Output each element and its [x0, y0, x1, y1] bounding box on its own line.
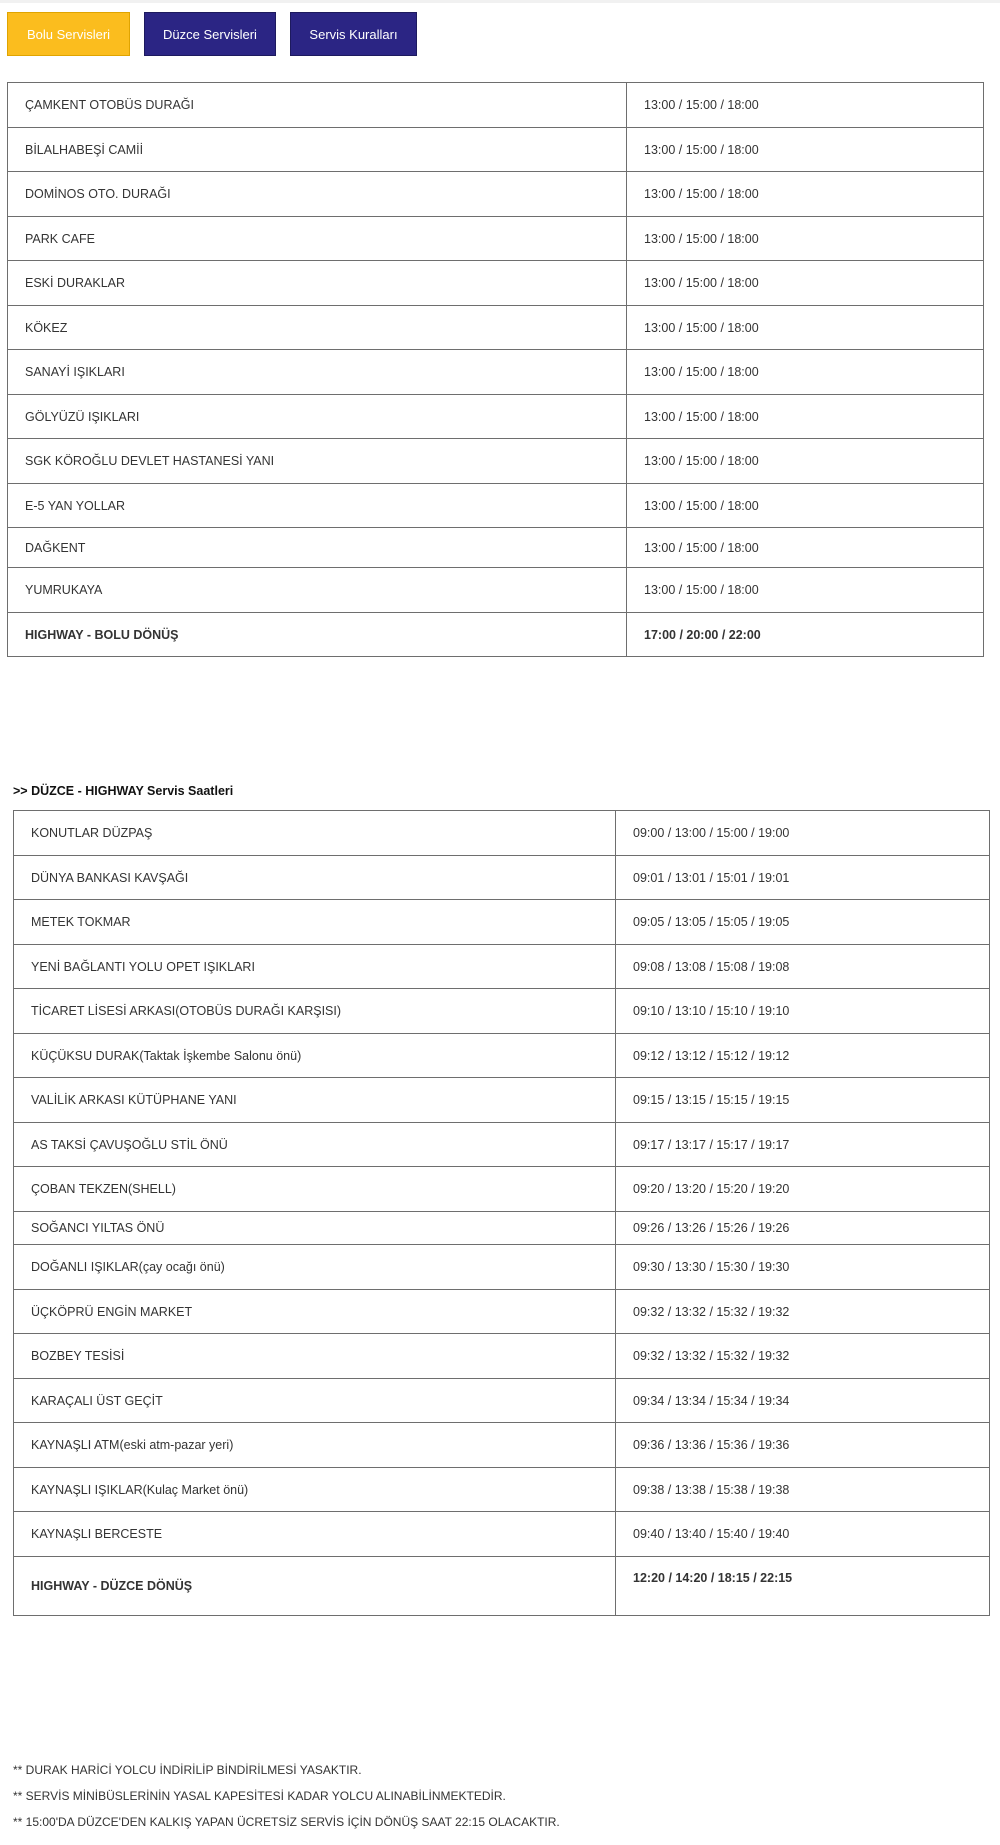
departure-times-cell: 09:10 / 13:10 / 15:10 / 19:10 [616, 989, 990, 1034]
departure-times-cell: 13:00 / 15:00 / 18:00 [627, 484, 984, 528]
tab-duzce-servisleri[interactable]: Düzce Servisleri [144, 12, 276, 56]
bolu-schedule-table [7, 82, 984, 657]
stop-name-cell: GÖLYÜZÜ IŞIKLARI [8, 395, 627, 439]
stop-name-cell: KONUTLAR DÜZPAŞ [14, 811, 616, 856]
table-row [8, 306, 984, 350]
departure-times-cell: 09:26 / 13:26 / 15:26 / 19:26 [616, 1212, 990, 1245]
departure-times-cell: 09:32 / 13:32 / 15:32 / 19:32 [616, 1334, 990, 1379]
note-item: ** 15:00'DA DÜZCE'DEN KALKIŞ YAPAN ÜCRETSİZ SERVİS İÇİN DÖNÜŞ SAAT 22:15 OLACAKTIR. [13, 1815, 560, 1829]
departure-times-cell: 09:17 / 13:17 / 15:17 / 19:17 [616, 1123, 990, 1167]
departure-times-cell: 13:00 / 15:00 / 18:00 [627, 83, 984, 128]
departure-times-cell: 09:20 / 13:20 / 15:20 / 19:20 [616, 1167, 990, 1212]
stop-name-cell: PARK CAFE [8, 217, 627, 261]
departure-times-cell: 12:20 / 14:20 / 18:15 / 22:15 [616, 1557, 990, 1616]
departure-times-cell: 13:00 / 15:00 / 18:00 [627, 350, 984, 395]
stop-name-cell: HIGHWAY - DÜZCE DÖNÜŞ [14, 1557, 616, 1616]
note-item: ** SERVİS MİNİBÜSLERİNİN YASAL KAPESİTESİ KADAR YOLCU ALINABİLİNMEKTEDİR. [13, 1789, 506, 1803]
table-row [8, 484, 984, 528]
table-row [8, 217, 984, 261]
table-row [14, 1212, 990, 1245]
departure-times-cell: 17:00 / 20:00 / 22:00 [627, 613, 984, 657]
stop-name-cell: SGK KÖROĞLU DEVLET HASTANESİ YANI [8, 439, 627, 484]
stop-name-cell: E-5 YAN YOLLAR [8, 484, 627, 528]
stop-name-cell: SOĞANCI YILTAS ÖNÜ [14, 1212, 616, 1245]
stop-name-cell: HIGHWAY - BOLU DÖNÜŞ [8, 613, 627, 657]
departure-times-cell: 09:15 / 13:15 / 15:15 / 19:15 [616, 1078, 990, 1123]
departure-times-cell: 09:32 / 13:32 / 15:32 / 19:32 [616, 1290, 990, 1334]
table-row [14, 1290, 990, 1334]
stop-name-cell: BOZBEY TESİSİ [14, 1334, 616, 1379]
departure-times-cell: 13:00 / 15:00 / 18:00 [627, 172, 984, 217]
table-row [8, 350, 984, 395]
tab-bar [7, 12, 417, 56]
stop-name-cell: DOMİNOS OTO. DURAĞI [8, 172, 627, 217]
table-row [14, 1512, 990, 1557]
stop-name-cell: SANAYİ IŞIKLARI [8, 350, 627, 395]
table-row [14, 1334, 990, 1379]
duzce-section-title: >> DÜZCE - HIGHWAY Servis Saatleri [13, 784, 234, 798]
table-row [14, 1245, 990, 1290]
table-row [14, 1423, 990, 1468]
stop-name-cell: AS TAKSİ ÇAVUŞOĞLU STİL ÖNÜ [14, 1123, 616, 1167]
table-row [14, 1379, 990, 1423]
tab-bolu-servisleri[interactable]: Bolu Servisleri [7, 12, 130, 56]
table-row [14, 1167, 990, 1212]
stop-name-cell: KAYNAŞLI BERCESTE [14, 1512, 616, 1557]
service-notes [13, 1762, 560, 1840]
departure-times-cell: 09:34 / 13:34 / 15:34 / 19:34 [616, 1379, 990, 1423]
stop-name-cell: BİLALHABEŞİ CAMİİ [8, 128, 627, 172]
table-row [8, 528, 984, 568]
departure-times-cell: 09:05 / 13:05 / 15:05 / 19:05 [616, 900, 990, 945]
departure-times-cell: 13:00 / 15:00 / 18:00 [627, 217, 984, 261]
departure-times-cell: 09:00 / 13:00 / 15:00 / 19:00 [616, 811, 990, 856]
duzce-schedule-table [13, 810, 990, 1616]
table-row [14, 856, 990, 900]
table-row [14, 989, 990, 1034]
stop-name-cell: KAYNAŞLI IŞIKLAR(Kulaç Market önü) [14, 1468, 616, 1512]
table-row [8, 568, 984, 613]
table-row [14, 811, 990, 856]
stop-name-cell: VALİLİK ARKASI KÜTÜPHANE YANI [14, 1078, 616, 1123]
stop-name-cell: ÜÇKÖPRÜ ENGİN MARKET [14, 1290, 616, 1334]
table-row [8, 128, 984, 172]
stop-name-cell: ESKİ DURAKLAR [8, 261, 627, 306]
stop-name-cell: ÇOBAN TEKZEN(SHELL) [14, 1167, 616, 1212]
departure-times-cell: 13:00 / 15:00 / 18:00 [627, 128, 984, 172]
departure-times-cell: 13:00 / 15:00 / 18:00 [627, 306, 984, 350]
table-row [8, 613, 984, 657]
departure-times-cell: 09:30 / 13:30 / 15:30 / 19:30 [616, 1245, 990, 1290]
table-row [8, 83, 984, 128]
departure-times-cell: 13:00 / 15:00 / 18:00 [627, 568, 984, 613]
departure-times-cell: 13:00 / 15:00 / 18:00 [627, 528, 984, 568]
departure-times-cell: 09:01 / 13:01 / 15:01 / 19:01 [616, 856, 990, 900]
stop-name-cell: DOĞANLI IŞIKLAR(çay ocağı önü) [14, 1245, 616, 1290]
stop-name-cell: ÇAMKENT OTOBÜS DURAĞI [8, 83, 627, 128]
departure-times-cell: 09:40 / 13:40 / 15:40 / 19:40 [616, 1512, 990, 1557]
stop-name-cell: TİCARET LİSESİ ARKASI(OTOBÜS DURAĞI KARŞISI) [14, 989, 616, 1034]
departure-times-cell: 13:00 / 15:00 / 18:00 [627, 395, 984, 439]
departure-times-cell: 09:38 / 13:38 / 15:38 / 19:38 [616, 1468, 990, 1512]
stop-name-cell: METEK TOKMAR [14, 900, 616, 945]
table-row [14, 900, 990, 945]
departure-times-cell: 09:08 / 13:08 / 15:08 / 19:08 [616, 945, 990, 989]
table-row [14, 1123, 990, 1167]
departure-times-cell: 09:36 / 13:36 / 15:36 / 19:36 [616, 1423, 990, 1468]
note-item: ** DURAK HARİCİ YOLCU İNDİRİLİP BİNDİRİLMESİ YASAKTIR. [13, 1763, 362, 1777]
departure-times-cell: 13:00 / 15:00 / 18:00 [627, 261, 984, 306]
top-divider [0, 0, 1000, 3]
table-row [14, 1557, 990, 1616]
stop-name-cell: KÜÇÜKSU DURAK(Taktak İşkembe Salonu önü) [14, 1034, 616, 1078]
table-row [14, 945, 990, 989]
table-row [8, 261, 984, 306]
table-row [14, 1034, 990, 1078]
departure-times-cell: 09:12 / 13:12 / 15:12 / 19:12 [616, 1034, 990, 1078]
table-row [8, 439, 984, 484]
table-row [14, 1468, 990, 1512]
stop-name-cell: YUMRUKAYA [8, 568, 627, 613]
tab-servis-kurallari[interactable]: Servis Kuralları [290, 12, 417, 56]
stop-name-cell: KARAÇALI ÜST GEÇİT [14, 1379, 616, 1423]
table-row [8, 395, 984, 439]
stop-name-cell: DÜNYA BANKASI KAVŞAĞI [14, 856, 616, 900]
stop-name-cell: DAĞKENT [8, 528, 627, 568]
stop-name-cell: KAYNAŞLI ATM(eski atm-pazar yeri) [14, 1423, 616, 1468]
table-row [8, 172, 984, 217]
table-row [14, 1078, 990, 1123]
stop-name-cell: YENİ BAĞLANTI YOLU OPET IŞIKLARI [14, 945, 616, 989]
departure-times-cell: 13:00 / 15:00 / 18:00 [627, 439, 984, 484]
stop-name-cell: KÖKEZ [8, 306, 627, 350]
